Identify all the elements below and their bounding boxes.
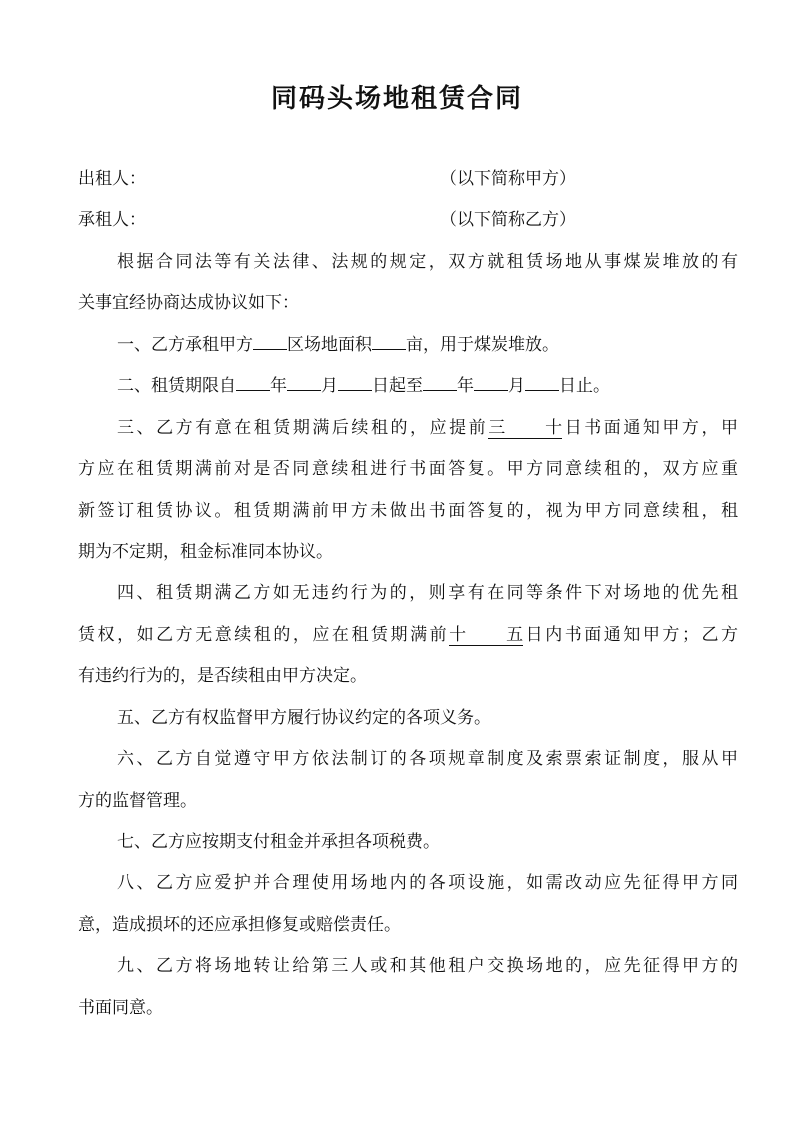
- text-segment: 月: [508, 376, 525, 397]
- text-segment: 意，造成损坏的还应承担修复或赔偿责任。: [78, 914, 401, 935]
- text-line: [78, 698, 738, 739]
- lessee-note: （以下简称乙方）: [440, 210, 576, 231]
- document-title: 同码头场地租赁合同: [270, 84, 523, 114]
- text-segment: 五、乙方有权监督甲方履行协议约定的各项义务。: [117, 707, 491, 728]
- text-line: [78, 573, 738, 614]
- clauses: [78, 242, 738, 1029]
- text-line: [78, 988, 738, 1029]
- text-line: [78, 781, 738, 822]
- text-line: [78, 615, 738, 656]
- text-segment: 亩，用于煤炭堆放。: [406, 334, 559, 355]
- text-line: [78, 905, 738, 946]
- blank-field: [372, 349, 406, 350]
- text-segment: 书面同意。: [78, 997, 163, 1018]
- blank-field: [474, 390, 508, 391]
- text-line: [78, 283, 738, 324]
- text-segment: 一、乙方承租甲方: [117, 334, 253, 355]
- text-segment: 八、乙方应爱护并合理使用场地内的各项设施，如需改动应先征得甲方同: [117, 873, 738, 894]
- blank-field: [253, 349, 287, 350]
- text-segment: 赁权，如乙方无意续租的，应在租赁期满前: [78, 624, 450, 645]
- text-segment: 四、租赁期满乙方如无违约行为的，则享有在同等条件下对场地的优先租: [117, 583, 738, 604]
- lessor-label: 出租人：: [78, 169, 146, 189]
- text-segment: 日止。: [559, 376, 610, 397]
- contract-body: [78, 159, 738, 1029]
- text-segment: 日内书面通知甲方；乙方: [523, 624, 739, 645]
- lessee-label: 承租人：: [78, 210, 146, 231]
- lessee-line: [78, 200, 738, 241]
- filled-blank-field: 三十: [488, 417, 563, 438]
- text-segment: 期为不定期，租金标准同本协议。: [78, 541, 333, 562]
- blank-field: [338, 390, 372, 391]
- filled-blank-field: 十五: [449, 624, 524, 645]
- blank-field: [525, 390, 559, 391]
- text-line: [78, 656, 738, 697]
- text-segment: 九、乙方将场地转让给第三人或和其他租户交换场地的，应先征得甲方的: [117, 956, 738, 977]
- text-segment: 方应在租赁期满前对是否同意续租进行书面答复。甲方同意续租的，双方应重: [78, 459, 738, 480]
- text-segment: 年: [270, 376, 287, 397]
- text-line: [78, 863, 738, 904]
- text-line: [78, 366, 738, 407]
- text-segment: 月: [321, 376, 338, 397]
- text-segment: 新签订租赁协议。租赁期满前甲方未做出书面答复的，视为甲方同意续租，租: [78, 500, 738, 521]
- text-line: [78, 946, 738, 987]
- blank-field: [236, 390, 270, 391]
- text-segment: 六、乙方自觉遵守甲方依法制订的各项规章制度及索票索证制度，服从甲: [117, 749, 738, 770]
- text-segment: 七、乙方应按期支付租金并承担各项税费。: [117, 832, 440, 852]
- lessor-line: [78, 159, 738, 200]
- text-segment: 根据合同法等有关法律、法规的规定，双方就租赁场地从事煤炭堆放的有: [117, 251, 738, 272]
- text-segment: 二、租赁期限自: [117, 376, 236, 397]
- text-segment: 关事宜经协商达成协议如下：: [78, 293, 299, 314]
- text-segment: 方的监督管理。: [78, 790, 197, 811]
- text-segment: 区场地面积: [287, 334, 372, 355]
- text-segment: 日起至: [372, 376, 423, 397]
- text-line: [78, 449, 738, 490]
- text-line: [78, 325, 738, 366]
- blank-field: [287, 390, 321, 391]
- text-segment: 三、乙方有意在租赁期满后续租的，应提前: [117, 417, 489, 438]
- text-segment: 年: [457, 376, 474, 397]
- text-line: [78, 532, 738, 573]
- text-line: [78, 491, 738, 532]
- lessor-note: （以下简称甲方）: [440, 169, 576, 189]
- blank-field: [423, 390, 457, 391]
- text-line: [78, 242, 738, 283]
- text-line: [78, 739, 738, 780]
- text-line: [78, 822, 738, 863]
- text-line: [78, 408, 738, 449]
- text-segment: 有违约行为的，是否续租由甲方决定。: [78, 666, 367, 687]
- text-segment: 日书面通知甲方，甲: [562, 417, 739, 438]
